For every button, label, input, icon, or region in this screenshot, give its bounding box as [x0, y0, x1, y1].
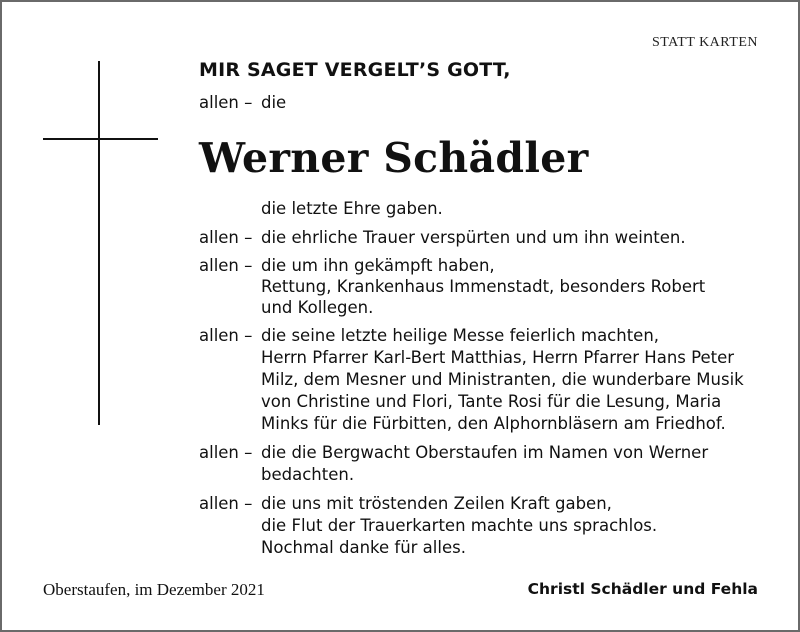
entry-text-line: von Christine und Flori, Tante Rosi für die Lesung, Maria — [261, 392, 722, 411]
entry-text-line: Minks für die Fürbitten, den Alphornbläsern am Friedhof. — [261, 414, 726, 433]
entry-text-line: die seine letzte heilige Messe feierlich machten, — [261, 326, 660, 345]
entry-text-line: Herrn Pfarrer Karl-Bert Matthias, Herrn Pfarrer Hans Peter — [261, 348, 735, 367]
entry-text-line: Nochmal danke für alles. — [261, 538, 466, 557]
entry-text-line: die ehrliche Trauer verspürten und um ihn weinten. — [261, 228, 686, 247]
entry-text-line: Milz, dem Mesner und Ministranten, die wunderbare Musik — [261, 370, 744, 389]
entry-text-line: bedachten. — [261, 465, 355, 484]
signature: Christl Schädler und Fehla — [527, 580, 758, 598]
statt-karten-label: STATT KARTEN — [651, 35, 758, 50]
entry-lead: allen – — [199, 326, 253, 345]
entry-lead: allen – — [199, 443, 253, 462]
entry-text-line: die uns mit tröstenden Zeilen Kraft gaben, — [261, 494, 612, 513]
entry-lead: allen – — [199, 494, 253, 513]
entry-text-line: Rettung, Krankenhaus Immenstadt, besonders Robert — [261, 277, 706, 296]
entry-lead: allen – — [199, 228, 253, 247]
entry-text-line: und Kollegen. — [261, 298, 374, 317]
entry-lead: allen – — [199, 256, 253, 275]
cross-horizontal-bar — [43, 138, 158, 140]
thanks-heading: MIR SAGET VERGELT’S GOTT, — [199, 59, 511, 81]
entry-text-line: die um ihn gekämpft haben, — [261, 256, 495, 275]
entry-text-line: die letzte Ehre gaben. — [261, 199, 443, 218]
deceased-name: Werner Schädler — [199, 134, 589, 182]
cross-vertical-bar — [98, 61, 100, 425]
intro-lead: allen – — [199, 93, 253, 112]
intro-text: die — [261, 93, 287, 112]
entry-text-line: die die Bergwacht Oberstaufen im Namen von Werner — [261, 443, 709, 462]
entry-text-line: die Flut der Trauerkarten machte uns sprachlos. — [261, 516, 658, 535]
place-date: Oberstaufen, im Dezember 2021 — [43, 580, 265, 599]
